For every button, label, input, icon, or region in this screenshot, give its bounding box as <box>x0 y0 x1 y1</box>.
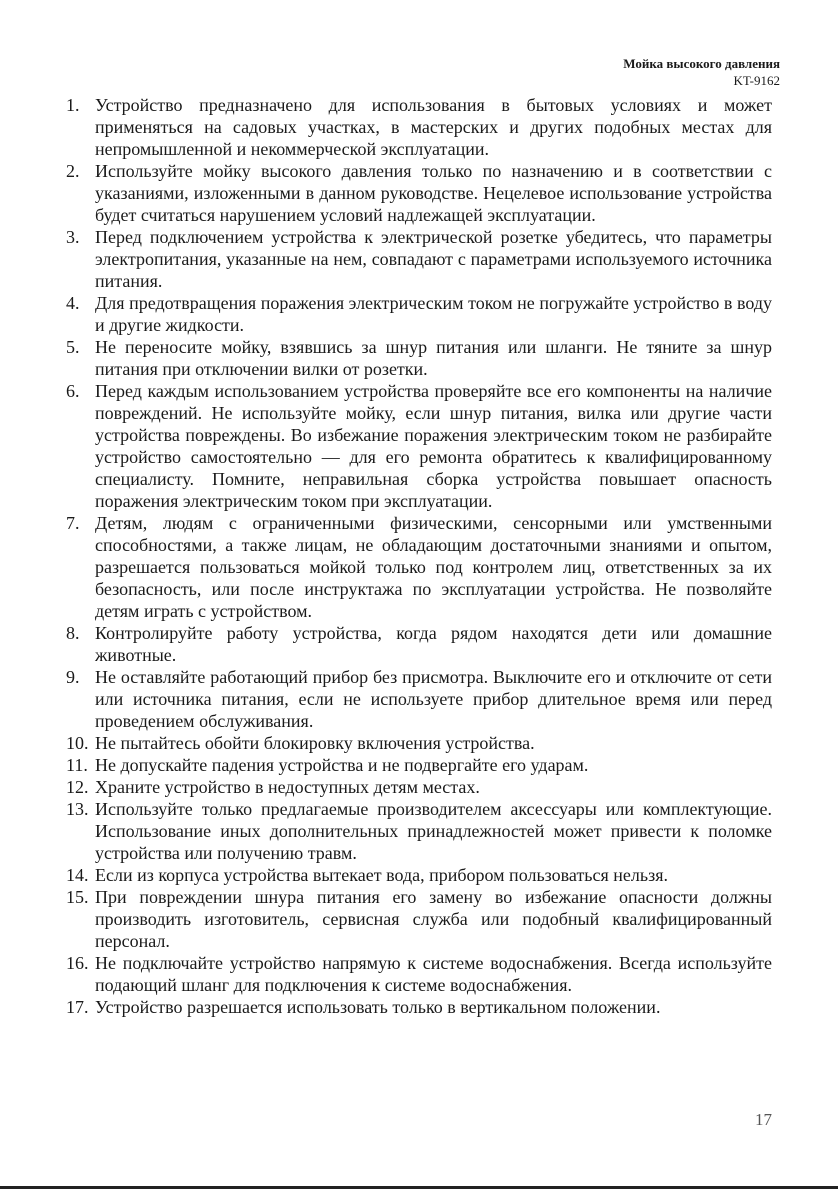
item-text: Храните устройство в недоступных детям местах. <box>95 777 480 797</box>
list-item <box>66 776 772 798</box>
item-number: 1. <box>66 95 80 115</box>
item-text: Не подключайте устройство напрямую к системе водоснабжения. Всегда используйте подающий шланг для подключения к системе водоснабжения. <box>95 953 772 995</box>
item-number: 16. <box>66 953 89 973</box>
item-number: 15. <box>66 887 89 907</box>
item-text: Для предотвращения поражения электрическим током не погружайте устройство в воду и другие жидкости. <box>95 293 772 335</box>
list-item <box>66 380 772 512</box>
list-item <box>66 512 772 622</box>
list-item <box>66 798 772 864</box>
item-number: 11. <box>66 755 88 775</box>
item-text: Устройство разрешается использовать только в вертикальном положении. <box>95 997 661 1017</box>
item-text: Если из корпуса устройства вытекает вода, прибором пользоваться нельзя. <box>95 865 668 885</box>
list-item <box>66 864 772 886</box>
list-item <box>66 666 772 732</box>
item-number: 14. <box>66 865 89 885</box>
list-item <box>66 336 772 380</box>
list-item <box>66 292 772 336</box>
product-model: KT-9162 <box>733 73 780 88</box>
item-text: При повреждении шнура питания его замену во избежание опасности должны производить изготовитель, сервисная служба или подобный квалифицированный персонал. <box>95 887 772 951</box>
item-text: Устройство предназначено для использования в бытовых условиях и может применяться на садовых участках, в мастерских и других подобных местах для непромышленной и некоммерческой эксплуатации. <box>95 95 772 159</box>
item-number: 8. <box>66 623 80 643</box>
item-number: 10. <box>66 733 89 753</box>
item-text: Используйте только предлагаемые производителем аксессуары или комплектующие. Использование иных дополнительных принадлежностей может привести к поломке устройства или получению травм. <box>95 799 772 863</box>
list-item <box>66 952 772 996</box>
safety-rules-list <box>66 94 772 1018</box>
item-number: 13. <box>66 799 89 819</box>
item-number: 4. <box>66 293 80 313</box>
product-title: Мойка высокого давления <box>623 56 780 71</box>
item-text: Не допускайте падения устройства и не подвергайте его ударам. <box>95 755 589 775</box>
list-item <box>66 732 772 754</box>
item-text: Перед подключением устройства к электрической розетке убедитесь, что параметры электропитания, указанные на нем, совпадают с параметрами используемого источника питания. <box>95 227 772 291</box>
list-item <box>66 160 772 226</box>
list-item <box>66 754 772 776</box>
item-text: Используйте мойку высокого давления только по назначению и в соответствии с указаниями, изложенными в данном руководстве. Нецелевое использование устройства будет считаться нарушением условий надлежащей эксплуатации. <box>95 161 772 225</box>
item-number: 9. <box>66 667 80 687</box>
item-number: 2. <box>66 161 80 181</box>
item-number: 6. <box>66 381 80 401</box>
list-item <box>66 996 772 1018</box>
item-number: 3. <box>66 227 80 247</box>
item-text: Не оставляйте работающий прибор без присмотра. Выключите его и отключите от сети или источника питания, если не используете прибор длительное время или перед проведением обслуживания. <box>95 667 772 731</box>
list-item <box>66 622 772 666</box>
page-header <box>623 55 780 89</box>
item-text: Перед каждым использованием устройства проверяйте все его компоненты на наличие повреждений. Не используйте мойку, если шнур питания, вилка или другие части устройства повреждены. Во избежание поражения электрическим током не разбирайте устройство самостоятельно — для его ремонта обратитесь к квалифицированному специалисту. Помните, неправильная сборка устройства повышает опасность поражения электрическим током при эксплуатации. <box>95 381 772 511</box>
item-text: Не пытайтесь обойти блокировку включения устройства. <box>95 733 535 753</box>
item-text: Детям, людям с ограниченными физическими, сенсорными или умственными способностями, а также лицам, не обладающим достаточными знаниями и опытом, разрешается пользоваться мойкой только под контролем лиц, ответственных за их безопасность, или после инструктажа по эксплуатации устройства. Не позволяйте детям играть с устройством. <box>95 513 772 621</box>
page-number: 17 <box>755 1110 772 1129</box>
list-item <box>66 226 772 292</box>
item-text: Не переносите мойку, взявшись за шнур питания или шланги. Не тяните за шнур питания при отключении вилки от розетки. <box>95 337 772 379</box>
list-item <box>66 94 772 160</box>
item-text: Контролируйте работу устройства, когда рядом находятся дети или домашние животные. <box>95 623 772 665</box>
item-number: 5. <box>66 337 80 357</box>
list-item <box>66 886 772 952</box>
item-number: 17. <box>66 997 89 1017</box>
item-number: 12. <box>66 777 89 797</box>
item-number: 7. <box>66 513 80 533</box>
